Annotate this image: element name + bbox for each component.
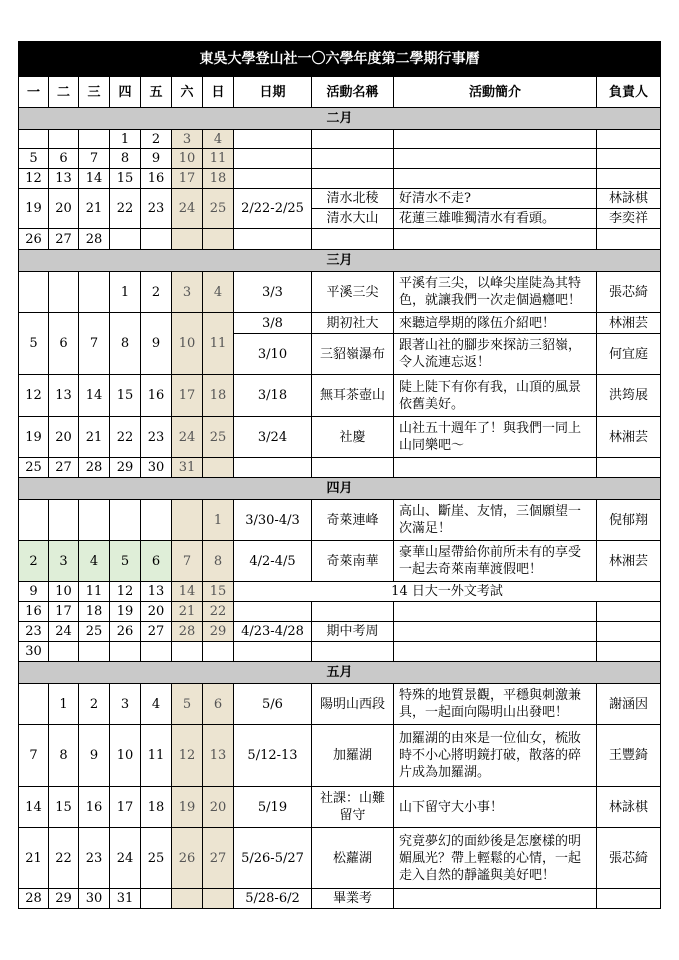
day-cell: 7 <box>172 541 203 582</box>
day-cell: 21 <box>79 189 110 229</box>
event-name <box>312 642 394 662</box>
event-name: 松蘿湖 <box>312 828 394 889</box>
day-cell: 28 <box>172 622 203 642</box>
event-date: 3/8 <box>234 313 312 334</box>
day-cell: 1 <box>203 500 234 541</box>
event-leader: 張芯綺 <box>597 828 661 889</box>
page-title: 東吳大學登山社一〇六學年度第二學期行事曆 <box>19 42 661 77</box>
event-intro: 好清水不走? <box>394 189 597 209</box>
event-date <box>234 642 312 662</box>
day-cell <box>19 500 49 541</box>
day-cell: 11 <box>79 582 110 602</box>
calendar-body <box>19 42 661 909</box>
event-intro: 豪華山屋帶給你前所未有的享受 一起去奇萊南華渡假吧！ <box>394 541 597 582</box>
header-activity: 活動名稱 <box>312 77 394 108</box>
event-date <box>234 458 312 478</box>
month-row <box>19 250 661 272</box>
header-day: 二 <box>49 77 79 108</box>
event-intro: 平溪有三尖，以峰尖崖陡為其特色，就讓我們一次走個過癮吧！ <box>394 272 597 313</box>
day-cell: 15 <box>110 375 141 417</box>
day-cell: 12 <box>172 725 203 787</box>
week-row <box>19 272 661 313</box>
event-name: 陽明山西段 <box>312 684 394 725</box>
day-cell: 16 <box>141 169 172 189</box>
week-row <box>19 189 661 209</box>
event-name: 加羅湖 <box>312 725 394 787</box>
event-leader <box>597 229 661 250</box>
event-name: 三貂嶺瀑布 <box>312 334 394 375</box>
event-name: 社課：山難留守 <box>312 787 394 828</box>
day-cell <box>172 229 203 250</box>
day-cell <box>79 500 110 541</box>
event-leader: 林湘芸 <box>597 541 661 582</box>
event-intro <box>394 169 597 189</box>
day-cell: 28 <box>79 229 110 250</box>
day-cell: 2 <box>19 541 49 582</box>
day-cell: 11 <box>203 149 234 169</box>
event-name: 期初社大 <box>312 313 394 334</box>
event-leader: 李奕祥 <box>597 209 661 229</box>
day-cell <box>19 130 49 149</box>
day-cell: 28 <box>79 458 110 478</box>
header-row <box>19 77 661 108</box>
week-row <box>19 417 661 458</box>
event-leader: 何宜庭 <box>597 334 661 375</box>
event-leader: 謝涵因 <box>597 684 661 725</box>
day-cell: 3 <box>172 272 203 313</box>
event-name <box>312 602 394 622</box>
day-cell: 4 <box>203 272 234 313</box>
event-intro: 高山、斷崖、友情，三個願望一次滿足！ <box>394 500 597 541</box>
day-cell <box>141 500 172 541</box>
day-cell: 12 <box>19 375 49 417</box>
day-cell <box>110 229 141 250</box>
week-row <box>19 602 661 622</box>
event-leader <box>597 169 661 189</box>
day-cell: 9 <box>19 582 49 602</box>
header-day: 五 <box>141 77 172 108</box>
event-intro: 究竟夢幻的面紗後是怎麼樣的明媚風光？帶上輕鬆的心情，一起走入自然的靜謐與美好吧！ <box>394 828 597 889</box>
day-cell: 3 <box>110 684 141 725</box>
day-cell: 28 <box>19 889 49 909</box>
week-row <box>19 889 661 909</box>
day-cell: 13 <box>49 375 79 417</box>
day-cell: 29 <box>49 889 79 909</box>
event-date <box>234 229 312 250</box>
day-cell <box>49 642 79 662</box>
day-cell: 24 <box>172 189 203 229</box>
day-cell: 22 <box>49 828 79 889</box>
day-cell: 22 <box>203 602 234 622</box>
day-cell: 18 <box>203 169 234 189</box>
day-cell: 10 <box>110 725 141 787</box>
header-leader: 負責人 <box>597 77 661 108</box>
day-cell: 6 <box>203 684 234 725</box>
event-leader <box>597 458 661 478</box>
header-intro: 活動簡介 <box>394 77 597 108</box>
event-date: 2/22-2/25 <box>234 189 312 229</box>
day-cell: 16 <box>79 787 110 828</box>
month-label: 二月 <box>19 108 661 130</box>
day-cell: 27 <box>49 458 79 478</box>
event-leader <box>597 130 661 149</box>
week-row <box>19 787 661 828</box>
day-cell: 17 <box>49 602 79 622</box>
day-cell <box>19 272 49 313</box>
event-date: 3/24 <box>234 417 312 458</box>
day-cell: 18 <box>203 375 234 417</box>
month-label: 三月 <box>19 250 661 272</box>
day-cell: 20 <box>49 417 79 458</box>
day-cell: 10 <box>172 313 203 375</box>
event-leader: 王豐錡 <box>597 725 661 787</box>
day-cell: 7 <box>79 149 110 169</box>
event-intro <box>394 229 597 250</box>
day-cell: 5 <box>19 149 49 169</box>
event-leader <box>597 642 661 662</box>
event-intro: 山社五十週年了！與我們一同上山同樂吧～ <box>394 417 597 458</box>
day-cell: 24 <box>110 828 141 889</box>
day-cell: 5 <box>172 684 203 725</box>
day-cell: 15 <box>110 169 141 189</box>
day-cell: 14 <box>19 787 49 828</box>
calendar-table <box>18 41 661 909</box>
day-cell: 19 <box>19 417 49 458</box>
day-cell: 4 <box>141 684 172 725</box>
week-row <box>19 684 661 725</box>
day-cell: 13 <box>203 725 234 787</box>
header-date: 日期 <box>234 77 312 108</box>
day-cell: 5 <box>19 313 49 375</box>
event-leader <box>597 602 661 622</box>
event-leader <box>597 622 661 642</box>
day-cell <box>49 272 79 313</box>
week-row <box>19 149 661 169</box>
day-cell: 23 <box>141 417 172 458</box>
day-cell: 25 <box>19 458 49 478</box>
event-name <box>312 229 394 250</box>
week-row <box>19 725 661 787</box>
week-row <box>19 828 661 889</box>
day-cell: 2 <box>141 272 172 313</box>
week-row <box>19 541 661 582</box>
day-cell: 9 <box>141 313 172 375</box>
day-cell <box>172 889 203 909</box>
event-date: 3/3 <box>234 272 312 313</box>
day-cell: 6 <box>49 149 79 169</box>
day-cell: 20 <box>141 602 172 622</box>
event-leader: 林湘芸 <box>597 417 661 458</box>
event-name: 社慶 <box>312 417 394 458</box>
day-cell <box>141 229 172 250</box>
event-leader: 林湘芸 <box>597 313 661 334</box>
day-cell: 14 <box>79 375 110 417</box>
event-intro <box>394 458 597 478</box>
day-cell: 9 <box>79 725 110 787</box>
day-cell: 26 <box>19 229 49 250</box>
event-leader <box>597 889 661 909</box>
day-cell <box>110 642 141 662</box>
day-cell: 18 <box>141 787 172 828</box>
day-cell: 8 <box>110 149 141 169</box>
day-cell <box>79 642 110 662</box>
event-date: 4/23-4/28 <box>234 622 312 642</box>
day-cell: 26 <box>110 622 141 642</box>
event-intro: 花蓮三雄唯獨清水有看頭。 <box>394 209 597 229</box>
day-cell: 1 <box>110 130 141 149</box>
day-cell: 23 <box>19 622 49 642</box>
event-intro: 陡上陡下有你有我，山頂的風景依舊美好。 <box>394 375 597 417</box>
event-note: 14 日大一外文考試 <box>234 582 661 602</box>
day-cell: 19 <box>19 189 49 229</box>
event-leader <box>597 149 661 169</box>
day-cell: 9 <box>141 149 172 169</box>
month-row <box>19 478 661 500</box>
event-intro: 跟著山社的腳步來探訪三貂嶺，令人流連忘返！ <box>394 334 597 375</box>
event-date: 5/19 <box>234 787 312 828</box>
day-cell <box>79 130 110 149</box>
day-cell <box>49 130 79 149</box>
day-cell: 29 <box>203 622 234 642</box>
week-row <box>19 229 661 250</box>
header-day: 一 <box>19 77 49 108</box>
day-cell <box>110 500 141 541</box>
day-cell <box>49 500 79 541</box>
day-cell: 14 <box>172 582 203 602</box>
day-cell: 23 <box>79 828 110 889</box>
day-cell: 23 <box>141 189 172 229</box>
day-cell: 20 <box>49 189 79 229</box>
day-cell: 12 <box>19 169 49 189</box>
event-name <box>312 169 394 189</box>
day-cell: 13 <box>141 582 172 602</box>
day-cell: 31 <box>172 458 203 478</box>
day-cell: 19 <box>172 787 203 828</box>
event-intro: 加羅湖的由來是一位仙女，梳妝時不小心將明鏡打破，散落的碎片成為加羅湖。 <box>394 725 597 787</box>
header-day: 三 <box>79 77 110 108</box>
day-cell: 7 <box>79 313 110 375</box>
month-label: 五月 <box>19 662 661 684</box>
event-intro <box>394 622 597 642</box>
event-name <box>312 149 394 169</box>
day-cell: 3 <box>172 130 203 149</box>
day-cell <box>19 684 49 725</box>
day-cell: 22 <box>110 189 141 229</box>
day-cell <box>172 500 203 541</box>
day-cell: 4 <box>203 130 234 149</box>
day-cell: 8 <box>110 313 141 375</box>
event-date <box>234 149 312 169</box>
event-intro: 山下留守大小事！ <box>394 787 597 828</box>
week-row <box>19 622 661 642</box>
week-row <box>19 169 661 189</box>
event-date: 3/10 <box>234 334 312 375</box>
event-date <box>234 130 312 149</box>
day-cell: 18 <box>79 602 110 622</box>
week-row <box>19 500 661 541</box>
event-name: 清水北稜 <box>312 189 394 209</box>
event-name: 期中考周 <box>312 622 394 642</box>
day-cell: 7 <box>19 725 49 787</box>
day-cell: 6 <box>141 541 172 582</box>
event-intro: 來聽這學期的隊伍介紹吧！ <box>394 313 597 334</box>
day-cell <box>141 889 172 909</box>
day-cell <box>172 642 203 662</box>
day-cell: 31 <box>110 889 141 909</box>
title-row <box>19 42 661 77</box>
day-cell: 22 <box>110 417 141 458</box>
day-cell <box>79 272 110 313</box>
day-cell: 25 <box>141 828 172 889</box>
day-cell: 2 <box>79 684 110 725</box>
day-cell: 21 <box>19 828 49 889</box>
day-cell: 14 <box>79 169 110 189</box>
header-day: 日 <box>203 77 234 108</box>
month-label: 四月 <box>19 478 661 500</box>
day-cell: 4 <box>79 541 110 582</box>
day-cell: 6 <box>49 313 79 375</box>
day-cell: 15 <box>203 582 234 602</box>
day-cell: 27 <box>203 828 234 889</box>
day-cell: 8 <box>49 725 79 787</box>
day-cell: 27 <box>141 622 172 642</box>
event-name <box>312 458 394 478</box>
event-date: 4/2-4/5 <box>234 541 312 582</box>
day-cell: 25 <box>79 622 110 642</box>
day-cell: 30 <box>19 642 49 662</box>
event-name <box>312 130 394 149</box>
week-row <box>19 458 661 478</box>
day-cell <box>203 889 234 909</box>
month-row <box>19 108 661 130</box>
day-cell: 25 <box>203 189 234 229</box>
day-cell: 10 <box>49 582 79 602</box>
day-cell: 10 <box>172 149 203 169</box>
event-name: 畢業考 <box>312 889 394 909</box>
day-cell: 13 <box>49 169 79 189</box>
week-row <box>19 313 661 334</box>
day-cell: 20 <box>203 787 234 828</box>
event-date: 5/26-5/27 <box>234 828 312 889</box>
event-date: 3/18 <box>234 375 312 417</box>
event-date: 3/30-4/3 <box>234 500 312 541</box>
day-cell: 17 <box>172 375 203 417</box>
day-cell: 17 <box>172 169 203 189</box>
event-leader: 林詠棋 <box>597 787 661 828</box>
day-cell: 11 <box>141 725 172 787</box>
event-name: 奇萊南華 <box>312 541 394 582</box>
day-cell: 29 <box>110 458 141 478</box>
day-cell: 26 <box>172 828 203 889</box>
day-cell: 16 <box>141 375 172 417</box>
day-cell: 1 <box>49 684 79 725</box>
day-cell: 17 <box>110 787 141 828</box>
day-cell: 16 <box>19 602 49 622</box>
event-intro <box>394 130 597 149</box>
day-cell: 30 <box>79 889 110 909</box>
event-leader: 林詠棋 <box>597 189 661 209</box>
event-leader: 倪郁翔 <box>597 500 661 541</box>
event-leader: 洪筠展 <box>597 375 661 417</box>
event-date: 5/12-13 <box>234 725 312 787</box>
day-cell <box>203 458 234 478</box>
event-name: 無耳茶壺山 <box>312 375 394 417</box>
event-intro <box>394 642 597 662</box>
day-cell: 25 <box>203 417 234 458</box>
header-day: 四 <box>110 77 141 108</box>
event-intro <box>394 149 597 169</box>
day-cell <box>141 642 172 662</box>
day-cell: 24 <box>172 417 203 458</box>
event-intro: 特殊的地質景觀，平穩與刺激兼具，一起面向陽明山出發吧！ <box>394 684 597 725</box>
day-cell: 12 <box>110 582 141 602</box>
day-cell: 30 <box>141 458 172 478</box>
event-date <box>234 169 312 189</box>
event-date: 5/6 <box>234 684 312 725</box>
event-name: 清水大山 <box>312 209 394 229</box>
header-day: 六 <box>172 77 203 108</box>
event-name: 平溪三尖 <box>312 272 394 313</box>
week-row <box>19 582 661 602</box>
day-cell: 21 <box>172 602 203 622</box>
day-cell: 2 <box>141 130 172 149</box>
day-cell: 27 <box>49 229 79 250</box>
day-cell: 3 <box>49 541 79 582</box>
week-row <box>19 375 661 417</box>
day-cell: 21 <box>79 417 110 458</box>
week-row <box>19 130 661 149</box>
month-row <box>19 662 661 684</box>
event-intro <box>394 602 597 622</box>
day-cell: 19 <box>110 602 141 622</box>
day-cell: 1 <box>110 272 141 313</box>
day-cell: 8 <box>203 541 234 582</box>
day-cell <box>203 229 234 250</box>
event-name: 奇萊連峰 <box>312 500 394 541</box>
event-date <box>234 602 312 622</box>
day-cell <box>203 642 234 662</box>
event-leader: 張芯綺 <box>597 272 661 313</box>
day-cell: 5 <box>110 541 141 582</box>
event-intro <box>394 889 597 909</box>
day-cell: 11 <box>203 313 234 375</box>
day-cell: 15 <box>49 787 79 828</box>
day-cell: 24 <box>49 622 79 642</box>
event-date: 5/28-6/2 <box>234 889 312 909</box>
week-row <box>19 642 661 662</box>
